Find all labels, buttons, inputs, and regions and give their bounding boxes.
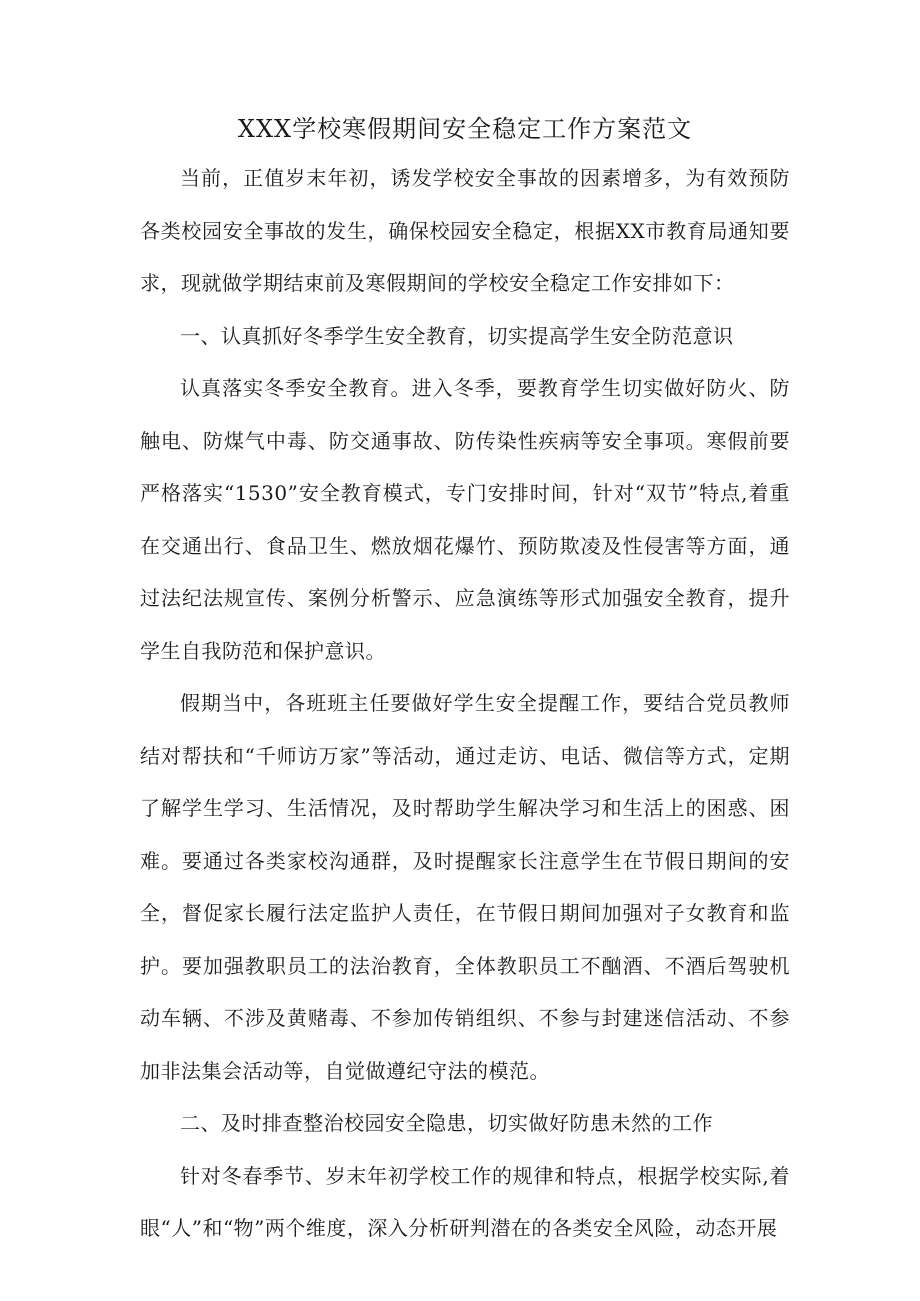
section-2-heading: 二、及时排查整治校园安全隐患，切实做好防患未然的工作 (180, 1111, 713, 1135)
section-1-paragraph-1: 认真落实冬季安全教育。进入冬季，要教育学生切实做好防火、防触电、防煤气中毒、防交通事故、防传染性疾病等安全事项。寒假前要严格落实“1530”安全教育模式，专门安排时间，针对“双节”特点,着重在交通出行、食品卫生、燃放烟花爆竹、预防欺凌及性侵害等方面，通过法纪法规宣传、案例分析警示、应急演练等形式加强安全教育，提升学生自我防范和保护意识。 (140, 376, 790, 663)
section-2-paragraph-1: 针对冬春季节、岁末年初学校工作的规律和特点，根据学校实际,着眼“人”和“物”两个维度，深入分析研判潜在的各类安全风险，动态开展 (140, 1163, 790, 1240)
section-1-heading: 一、认真抓好冬季学生安全教育，切实提高学生安全防范意识 (180, 323, 734, 348)
document-title: XXX学校寒假期间安全稳定工作方案范文 (237, 115, 693, 143)
intro-paragraph: 当前，正值岁末年初，诱发学校安全事故的因素增多，为有效预防各类校园安全事故的发生，确保校园安全稳定，根据XX市教育局通知要求，现就做学期结束前及寒假期间的学校安全稳定工作安排如下： (140, 166, 790, 295)
section-1-paragraph-2: 假期当中，各班班主任要做好学生安全提醒工作，要结合党员教师结对帮扶和“千师访万家”等活动，通过走访、电话、微信等方式，定期了解学生学习、生活情况，及时帮助学生解决学习和生活上的困惑、困难。要通过各类家校沟通群，及时提醒家长注意学生在节假日期间的安全，督促家长履行法定监护人责任，在节假日期间加强对子女教育和监护。要加强教职员工的法治教育，全体教职员工不酗酒、不酒后驾驶机动车辆、不涉及黄赌毒、不参加传销组织、不参与封建迷信活动、不参加非法集会活动等，自觉做遵纪守法的模范。 (140, 691, 790, 1083)
